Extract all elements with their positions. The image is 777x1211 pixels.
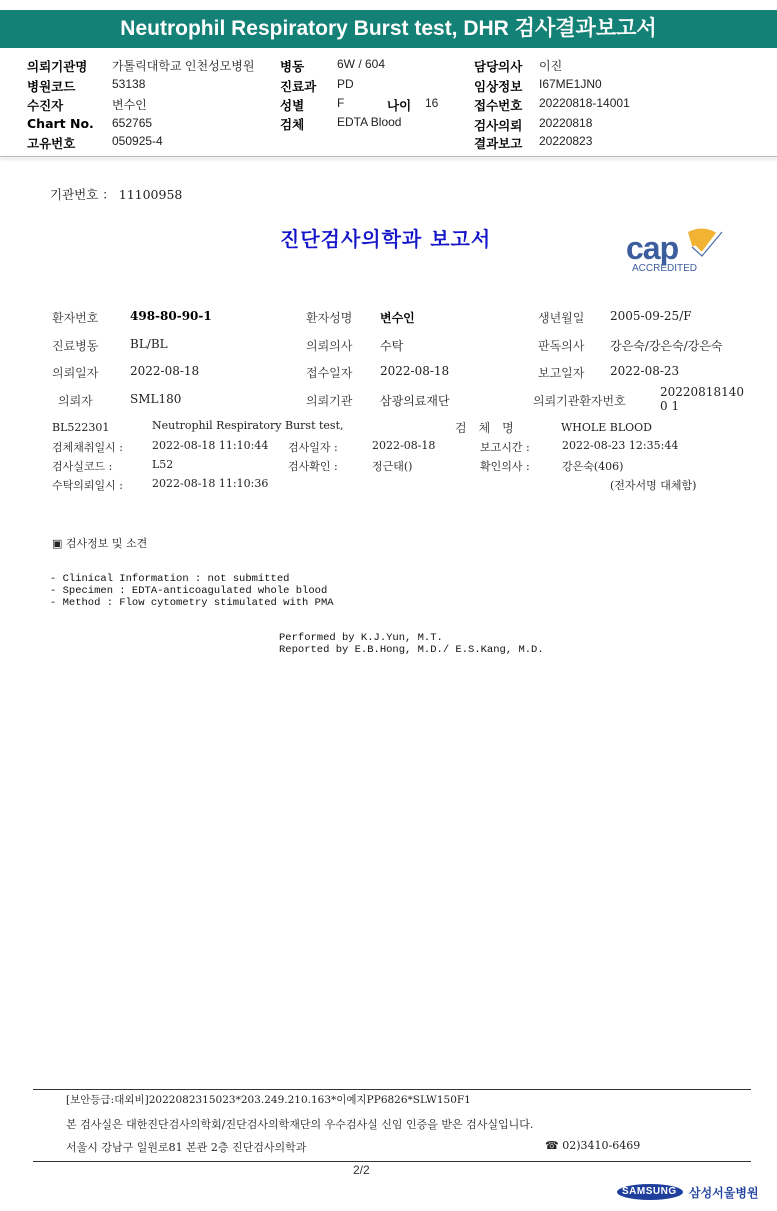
header-value: 이진 <box>539 59 563 73</box>
security-line: [보안등급:대외비]2022082315023*203.249.210.163*이예지PP6826*SLW150F1 <box>66 1094 471 1106</box>
header-key: Chart No. <box>27 116 94 131</box>
info-line: - Clinical Information : not submitted <box>50 573 290 585</box>
header-key: 병동 <box>280 59 305 74</box>
meta-label: 보고시간 : <box>480 441 530 454</box>
field-value: BL/BL <box>130 337 168 351</box>
meta-value: L52 <box>152 458 174 471</box>
meta-label: 검사실코드 : <box>52 460 113 473</box>
field-label: 진료병동 <box>52 339 99 353</box>
header-key: 의뢰기관명 <box>27 59 88 74</box>
field-label: 접수일자 <box>306 366 353 380</box>
test-code: BL522301 <box>52 421 110 434</box>
meta-label: 확인의사 : <box>480 460 530 473</box>
field-label: 생년월일 <box>538 311 585 325</box>
header-key: 담당의사 <box>474 59 523 74</box>
field-value: 강은숙/강은숙/강은숙 <box>610 339 723 353</box>
header-value: 6W / 604 <box>337 57 386 71</box>
field-label: 의뢰의사 <box>306 339 353 353</box>
field-label: 환자번호 <box>52 311 99 325</box>
meta-label: 검체채취일시 : <box>52 441 123 454</box>
header-value: 53138 <box>112 77 146 91</box>
e-signature-note: (전자서명 대체함) <box>610 479 697 492</box>
header-divider <box>0 156 777 157</box>
header-value: 변수인 <box>112 98 147 112</box>
field-value: 삼광의료재단 <box>380 394 450 408</box>
cap-logo-word: cap <box>626 230 679 266</box>
field-label: 의뢰기관환자번호 <box>533 394 626 408</box>
header-value: 652765 <box>112 116 153 130</box>
meta-value: 2022-08-18 11:10:36 <box>152 477 269 490</box>
header-key: 고유번호 <box>27 136 76 151</box>
footer-bottom-divider <box>33 1161 751 1162</box>
meta-label: 수탁의뢰일시 : <box>52 479 123 492</box>
field-value: 2005-09-25/F <box>610 309 692 323</box>
field-label: 환자성명 <box>306 311 353 325</box>
header-value: F <box>337 96 345 110</box>
header-key: 수진자 <box>27 98 64 113</box>
samsung-wordmark: SAMSUNG <box>622 1186 677 1197</box>
info-line: - Specimen : EDTA-anticoagulated whole blood <box>50 585 328 597</box>
hospital-name: 삼성서울병원 <box>689 1186 759 1200</box>
specimen-label: 검 체 명 <box>455 421 514 435</box>
field-value: SML180 <box>130 392 182 406</box>
meta-value: 2022-08-23 12:35:44 <box>562 439 679 452</box>
samsung-hospital-logo <box>617 1182 759 1204</box>
meta-value: 강은숙(406) <box>562 460 624 473</box>
field-value: 2022-08-18 <box>380 364 450 378</box>
header-value: 가톨릭대학교 인천성모병원 <box>112 59 255 73</box>
section-heading: ▣ 검사정보 및 소견 <box>52 537 148 550</box>
report-banner-title: Neutrophil Respiratory Burst test, DHR 검사결과보고서 <box>0 10 777 48</box>
header-key: 접수번호 <box>474 98 523 113</box>
header-value: 050925-4 <box>112 134 163 148</box>
meta-label: 검사확인 : <box>288 460 338 473</box>
field-label: 의뢰일자 <box>52 366 99 380</box>
patient-number: 498-80-90-1 <box>130 309 212 323</box>
header-value: I67ME1JN0 <box>539 77 602 91</box>
test-name: Neutrophil Respiratory Burst test, <box>152 419 344 432</box>
field-value: 2022-08-23 <box>610 364 680 378</box>
field-value: 2022-08-18 <box>130 364 200 378</box>
footer-top-divider <box>33 1089 751 1090</box>
cap-accredited-logo <box>622 226 730 278</box>
header-value: 20220823 <box>539 134 593 148</box>
meta-value: 2022-08-18 11:10:44 <box>152 439 269 452</box>
reported-by: Reported by E.B.Hong, M.D./ E.S.Kang, M.D. <box>279 644 544 656</box>
meta-label: 검사일자 : <box>288 441 338 454</box>
age-label: 나이 <box>387 98 412 113</box>
lab-phone: ☎ 02)3410-6469 <box>545 1139 641 1152</box>
field-value: 수탁 <box>380 339 404 353</box>
certification-note: 본 검사실은 대한진단검사의학회/진단검사의학재단의 우수검사실 신임 인증을 받은 검사실입니다. <box>66 1118 534 1131</box>
info-line: - Method : Flow cytometry stimulated with PMA <box>50 597 334 609</box>
patient-name: 변수인 <box>380 311 415 325</box>
institution-number: 기관번호 ： 11100958 <box>50 187 183 202</box>
header-key: 임상정보 <box>474 79 523 94</box>
meta-value: 정근태() <box>372 460 413 473</box>
header-key: 검체 <box>280 117 305 132</box>
specimen-value: WHOLE BLOOD <box>561 421 652 434</box>
header-key: 검사의뢰 <box>474 118 523 133</box>
field-label: 의뢰기관 <box>306 394 353 408</box>
header-key: 진료과 <box>280 79 317 94</box>
header-key: 병원코드 <box>27 79 76 94</box>
lab-address: 서울시 강남구 일원로81 본관 2층 진단검사의학과 <box>66 1141 307 1154</box>
header-value: EDTA Blood <box>337 115 402 129</box>
page-number: 2/2 <box>353 1163 370 1177</box>
field-label: 보고일자 <box>538 366 585 380</box>
header-key: 성별 <box>280 98 305 113</box>
report-title: 진단검사의학과 보고서 <box>280 227 492 251</box>
header-key: 결과보고 <box>474 136 523 151</box>
meta-value: 2022-08-18 <box>372 439 436 452</box>
age-value: 16 <box>425 96 439 110</box>
referring-patient-number: 202208181400 1 <box>660 385 744 413</box>
header-value: 20220818 <box>539 116 593 130</box>
performed-by: Performed by K.J.Yun, M.T. <box>279 632 443 644</box>
cap-logo-subtitle: ACCREDITED <box>632 263 698 274</box>
header-value: PD <box>337 77 354 91</box>
field-label: 의뢰자 <box>58 394 93 408</box>
field-label: 판독의사 <box>538 339 585 353</box>
header-value: 20220818-14001 <box>539 96 630 110</box>
